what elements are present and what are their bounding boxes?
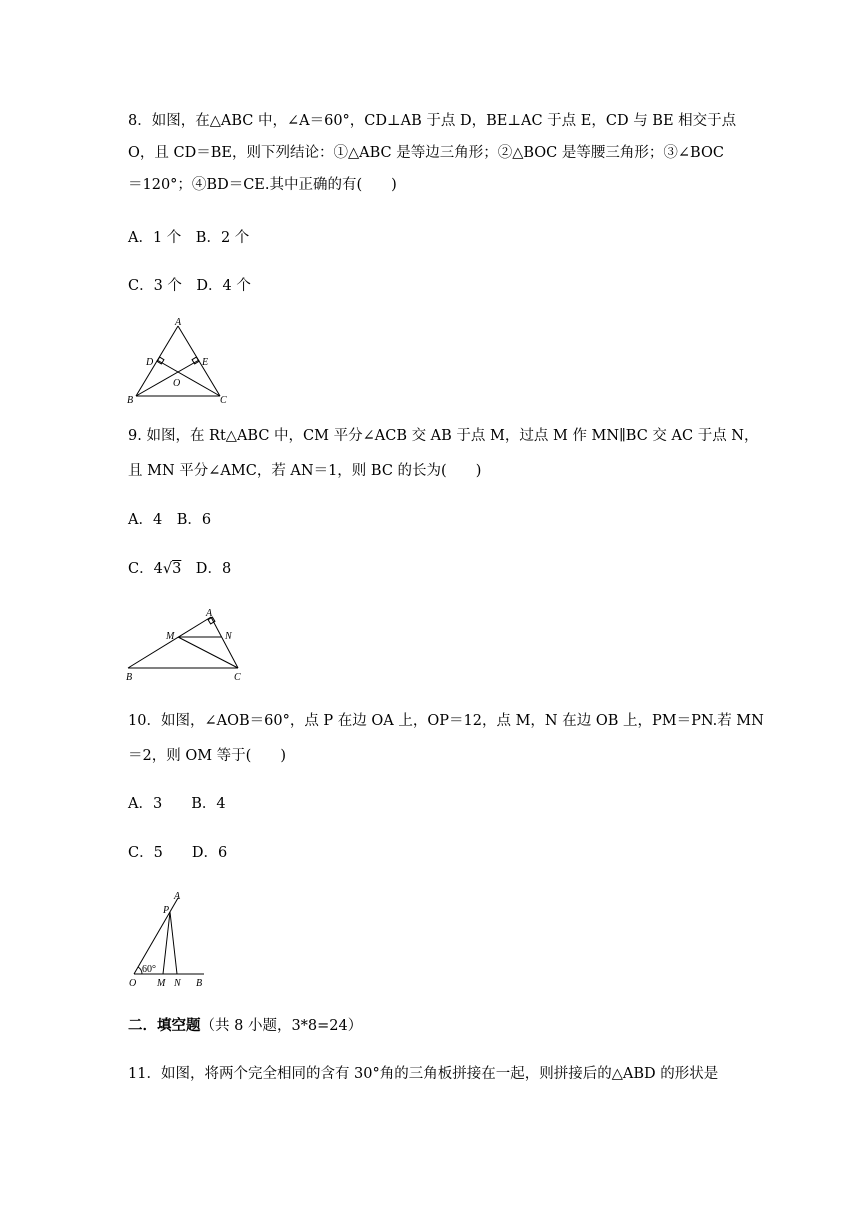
q9-label-a: A (206, 608, 213, 619)
q10-label-a: A (174, 891, 181, 902)
q9-triangle-figure (122, 604, 250, 686)
q9-label-c: C (234, 672, 241, 683)
q8-label-o: O (173, 378, 181, 389)
q10-label-angle: 60° (142, 964, 156, 975)
q10-line-1: 10．如图，∠AOB＝60°，点 P 在边 OA 上，OP＝12，点 M，N 在边 OB 上，PM＝PN.若 MN (128, 713, 764, 729)
q9-label-b: B (126, 672, 133, 683)
q9-label-n: N (225, 631, 232, 642)
q8-label-c: C (220, 395, 227, 406)
q8-options-cd: C．3 个 D．4 个 (128, 278, 251, 294)
q8-line-3: ＝120°；④BD＝CE.其中正确的有( ) (128, 177, 397, 193)
q10-label-b: B (196, 978, 203, 989)
q9-option-d: D．8 (181, 561, 232, 577)
q8-label-b: B (127, 395, 134, 406)
q8-line-2: O，且 CD＝BE，则下列结论：①△ABC 是等边三角形；②△BOC 是等腰三角形；③∠BOC (128, 145, 724, 161)
q8-line-1: 8．如图，在△ABC 中，∠A＝60°，CD⊥AB 于点 D，BE⊥AC 于点 E，CD 与 BE 相交于点 (128, 113, 737, 129)
q10-options-ab: A．3 B．4 (128, 796, 226, 812)
q8-options-ab: A．1 个 B．2 个 (128, 230, 250, 246)
q9-option-c-radicand: 3 (172, 561, 182, 577)
q10-line-2: ＝2，则 OM 等于( ) (128, 748, 286, 764)
q10-label-p: P (163, 905, 170, 916)
q8-triangle-figure (122, 314, 234, 408)
q8-label-e: E (202, 357, 209, 368)
section-2-title: 二．填空题 (128, 1017, 201, 1034)
q10-label-o: O (129, 978, 137, 989)
q9-options-cd (128, 559, 231, 579)
q9-label-m: M (166, 631, 175, 642)
q10-label-n: N (174, 978, 181, 989)
q10-options-cd: C．5 D．6 (128, 845, 228, 861)
q8-label-a: A (175, 317, 182, 328)
q9-line-1: 9. 如图，在 Rt△ABC 中，CM 平分∠ACB 交 AB 于点 M，过点 M 作 MN∥BC 交 AC 于点 N， (128, 428, 759, 444)
q11-line-1: 11．如图，将两个完全相同的含有 30°角的三角板拼接在一起，则拼接后的△ABD 的形状是 (128, 1066, 719, 1082)
q8-label-d: D (146, 357, 154, 368)
q9-line-2: 且 MN 平分∠AMC，若 AN＝1，则 BC 的长为( ) (128, 463, 482, 479)
section-2-heading (128, 1016, 362, 1036)
sqrt-sign-icon: √ (162, 561, 173, 577)
q10-label-m: M (157, 978, 166, 989)
section-2-note: （共 8 小题，3*8=24） (200, 1018, 363, 1034)
q9-option-c-prefix: C．4 (128, 561, 163, 577)
q10-angle-figure (122, 888, 214, 992)
q9-options-ab: A．4 B．6 (128, 512, 212, 528)
